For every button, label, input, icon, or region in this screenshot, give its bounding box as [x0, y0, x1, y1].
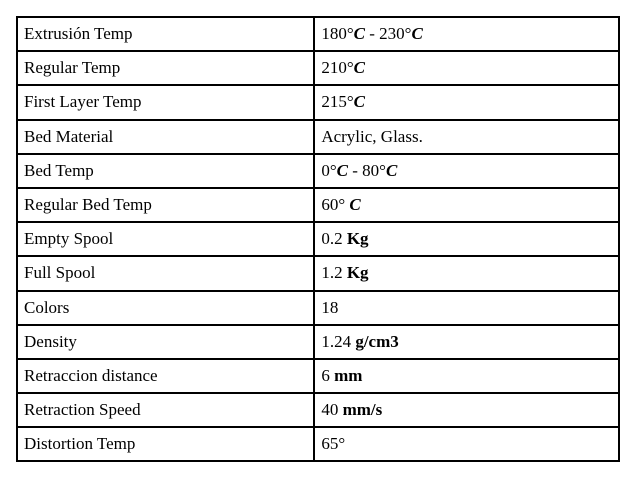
- property-label: Extrusión Temp: [17, 17, 314, 51]
- table-row: [17, 51, 619, 85]
- unit-text: C: [336, 160, 348, 180]
- value-text: 60°: [321, 195, 350, 215]
- property-label: First Layer Temp: [17, 85, 314, 119]
- table-row: [17, 120, 619, 154]
- unit-text: C: [385, 160, 398, 180]
- value-text: 1.24: [321, 331, 356, 351]
- unit-text: Kg: [346, 263, 369, 283]
- property-value: [314, 222, 619, 256]
- value-text: 180°: [321, 24, 354, 44]
- property-label: Regular Bed Temp: [17, 188, 314, 222]
- table-row: [17, 291, 619, 325]
- value-text: 1.2: [321, 263, 347, 283]
- value-text: 0°: [321, 160, 337, 180]
- property-label: Colors: [17, 291, 314, 325]
- property-value: [314, 393, 619, 427]
- unit-text: C: [353, 92, 365, 112]
- property-label: Retraction Speed: [17, 393, 314, 427]
- property-value: [314, 85, 619, 119]
- value-text: 0.2: [321, 229, 347, 249]
- property-label: Full Spool: [17, 256, 314, 290]
- value-text: 40: [321, 400, 343, 420]
- property-label: Retraccion distance: [17, 359, 314, 393]
- property-value: [314, 256, 619, 290]
- property-value: [314, 427, 619, 461]
- table-row: [17, 427, 619, 461]
- property-value: [314, 17, 619, 51]
- property-label: Distortion Temp: [17, 427, 314, 461]
- property-label: Bed Material: [17, 120, 314, 154]
- table-row: [17, 256, 619, 290]
- spec-table: [16, 16, 620, 462]
- value-text: 18: [321, 297, 339, 317]
- table-row: [17, 359, 619, 393]
- table-row: [17, 393, 619, 427]
- value-text: 65°: [321, 434, 346, 454]
- value-text: - 230°: [364, 24, 412, 44]
- property-label: Empty Spool: [17, 222, 314, 256]
- property-value: [314, 120, 619, 154]
- table-row: [17, 85, 619, 119]
- value-text: 215°: [321, 92, 354, 112]
- value-text: 6: [321, 365, 335, 385]
- property-value: [314, 291, 619, 325]
- property-label: Density: [17, 325, 314, 359]
- unit-text: Kg: [346, 229, 369, 249]
- property-value: [314, 154, 619, 188]
- unit-text: C: [353, 58, 365, 78]
- table-row: [17, 17, 619, 51]
- unit-text: mm/s: [342, 400, 383, 420]
- value-text: 210°: [321, 58, 354, 78]
- spec-table-body: [17, 17, 619, 461]
- table-row: [17, 325, 619, 359]
- unit-text: g/cm3: [355, 331, 399, 351]
- table-row: [17, 222, 619, 256]
- unit-text: C: [411, 24, 423, 44]
- unit-text: mm: [334, 365, 363, 385]
- table-row: [17, 188, 619, 222]
- value-text: - 80°: [347, 160, 386, 180]
- unit-text: C: [353, 24, 365, 44]
- property-label: Bed Temp: [17, 154, 314, 188]
- unit-text: C: [349, 195, 361, 215]
- property-label: Regular Temp: [17, 51, 314, 85]
- value-text: Acrylic, Glass.: [321, 126, 423, 146]
- table-row: [17, 154, 619, 188]
- property-value: [314, 51, 619, 85]
- property-value: [314, 359, 619, 393]
- property-value: [314, 325, 619, 359]
- property-value: [314, 188, 619, 222]
